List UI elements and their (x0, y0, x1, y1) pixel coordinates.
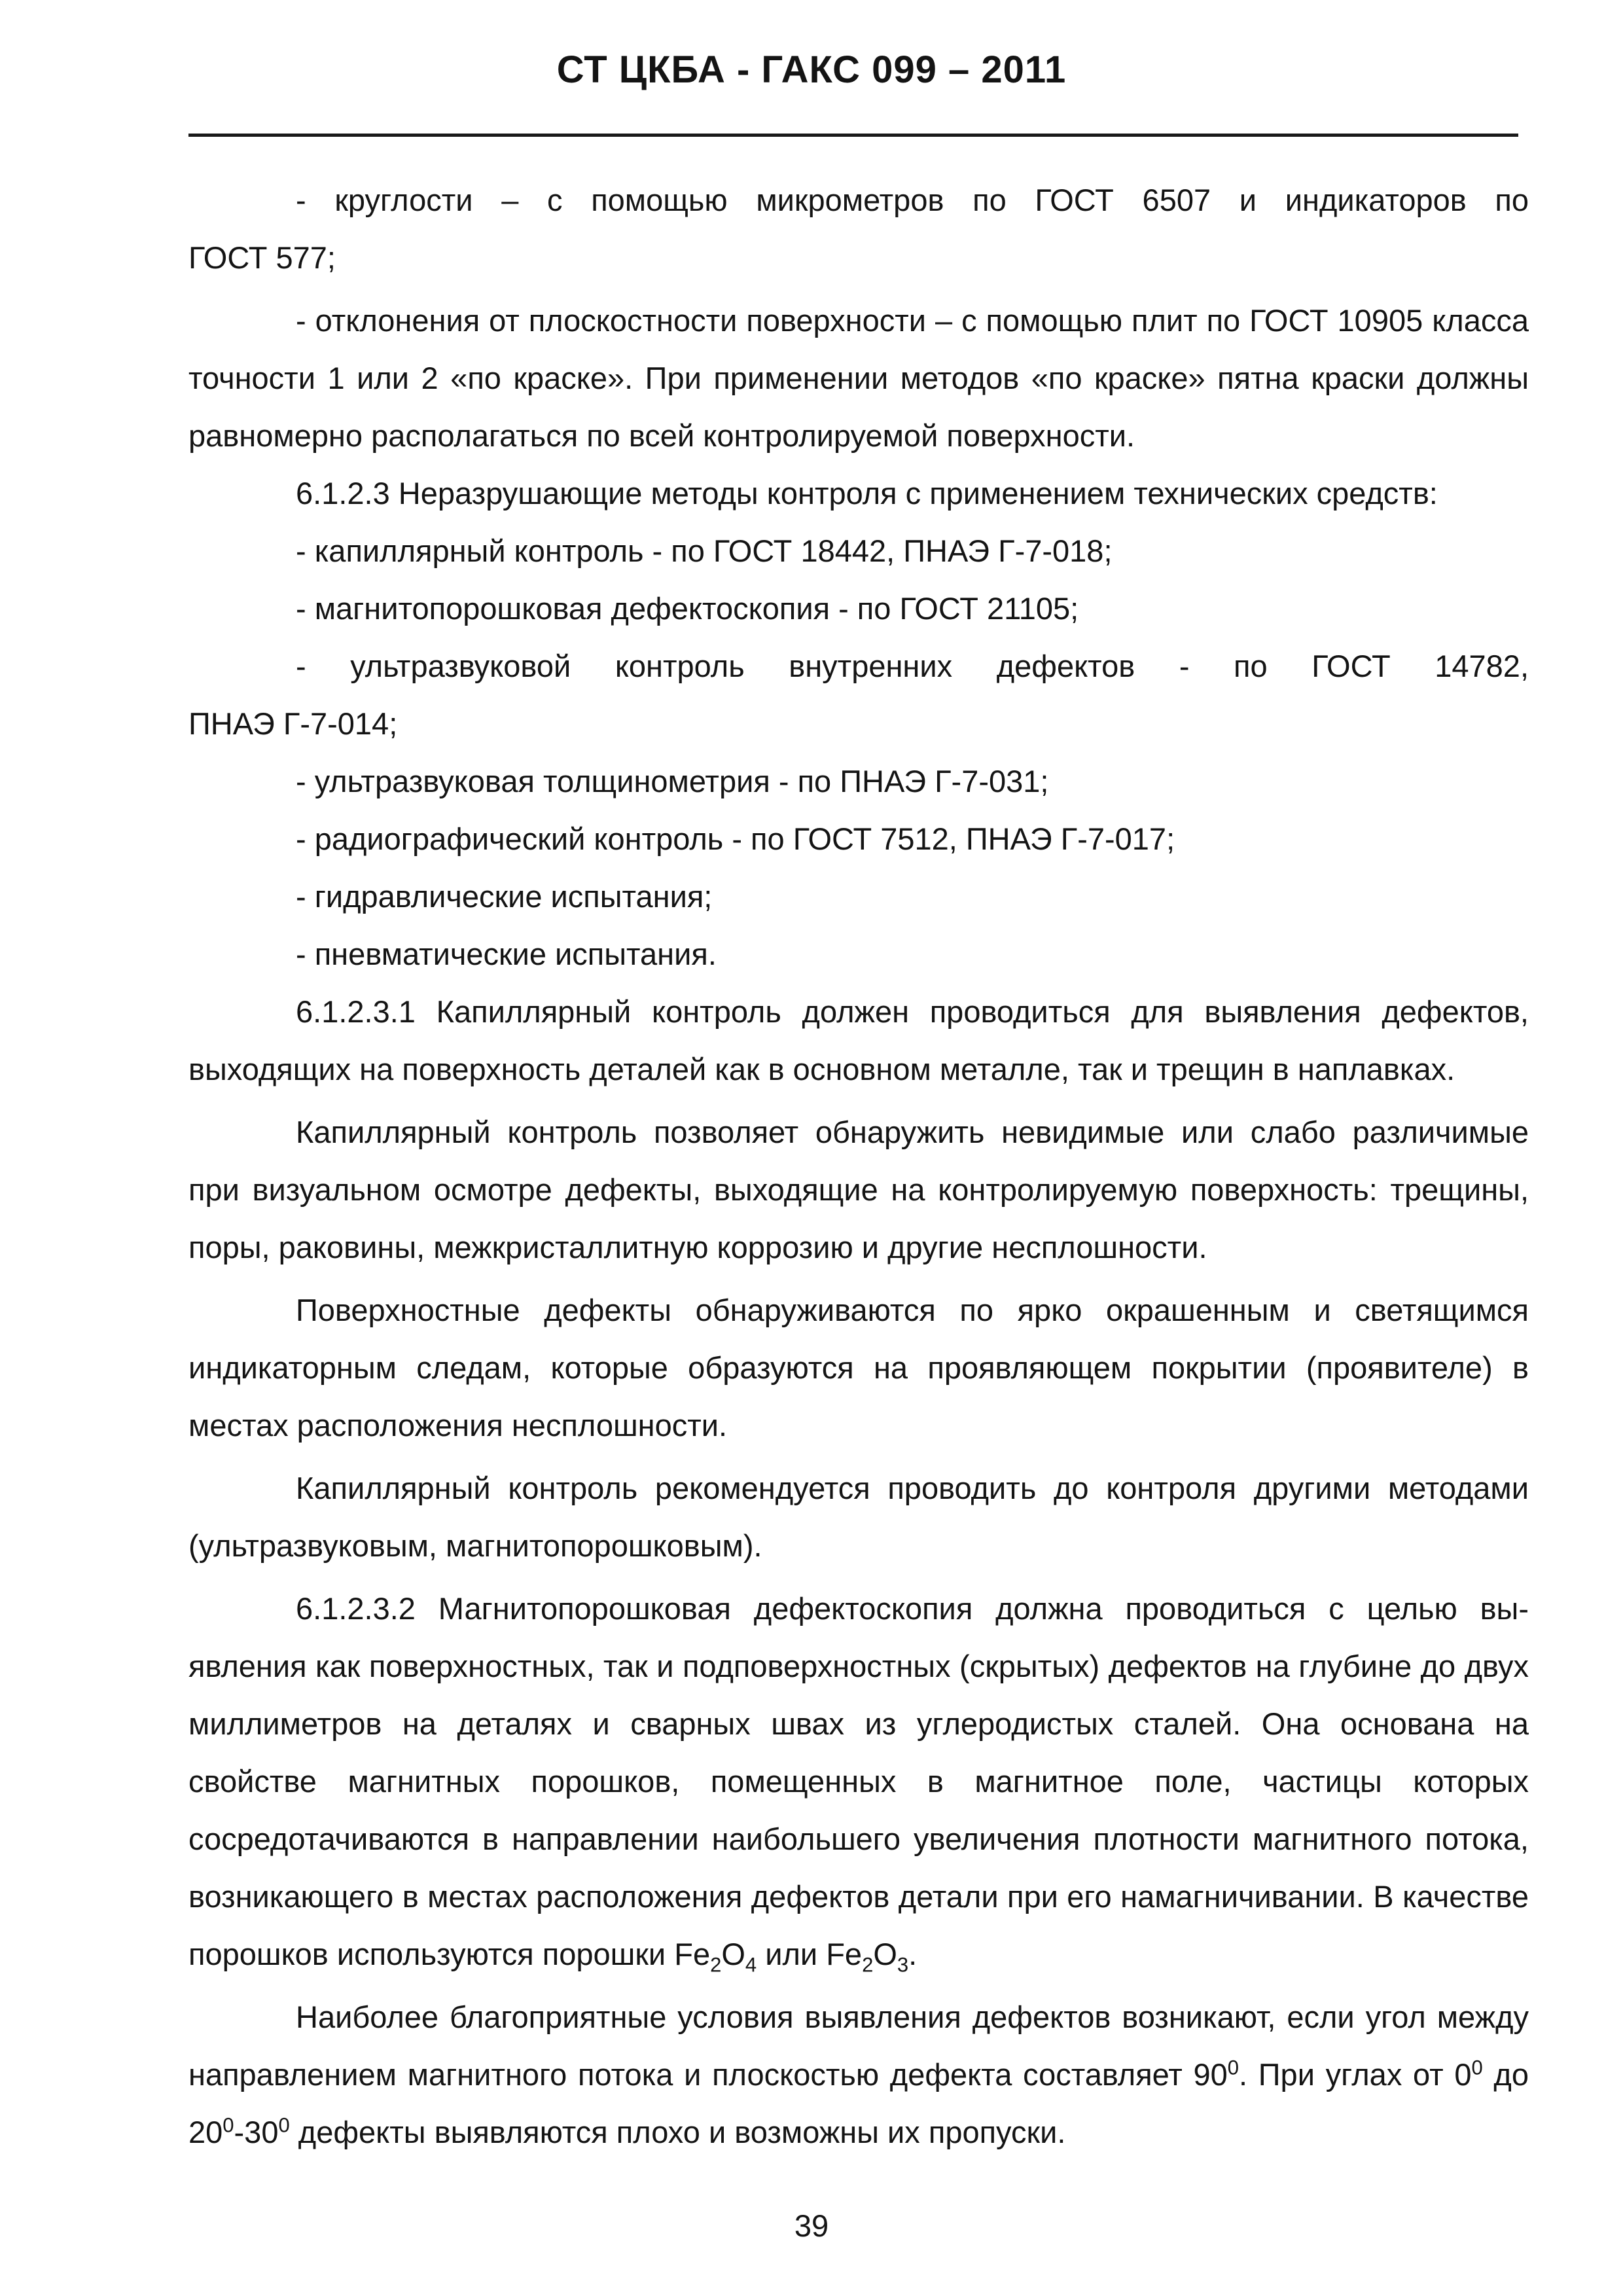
conditions-text: -30 (234, 2115, 279, 2149)
paragraph-section-6-1-2-3-1: 6.1.2.3.1 Капиллярный контроль должен проводиться для выявления дефектов, выходящих на поверхность деталей как в основном металле, так и трещин в наплавках. (188, 994, 1529, 1086)
conditions-text: дефекты выявляются плохо и возможны их пропуски. (289, 2115, 1066, 2149)
page-number: 39 (794, 2208, 829, 2243)
list-item-magnetic-powder: - магнитопорошковая дефектоскопия - по ГОСТ 21105; (296, 591, 1079, 626)
formula-part: или Fe (757, 1937, 863, 1971)
paragraph-section-6-1-2-3: 6.1.2.3 Неразрушающие методы контроля с применением технических средств: (296, 476, 1438, 511)
conditions-text: Наиболее благоприятные условия выявления дефектов возникают, если угол между направлением магнитного потока и плоскостью дефекта составляет 90 (188, 2000, 1529, 2092)
subscript: 2 (862, 1953, 874, 1977)
conditions-text: до 20 (188, 2057, 1529, 2149)
conditions-text: . При углах от 0 (1239, 2057, 1472, 2092)
header-divider (188, 134, 1518, 137)
list-item-capillary: - капиллярный контроль - по ГОСТ 18442, ПНАЭ Г-7-018; (296, 533, 1113, 568)
degree-superscript: 0 (1227, 2056, 1240, 2079)
paragraph-section-6-1-2-3-2 (188, 1580, 1529, 1983)
degree-superscript: 0 (223, 2113, 234, 2137)
list-item-radiographic: - радиографический контроль - по ГОСТ 7512, ПНАЭ Г-7-017; (296, 821, 1175, 856)
list-item-ultrasonic-line1: - ультразвуковой контроль внутренних дефектов - по ГОСТ 14782, (296, 649, 1529, 683)
list-item-ultrasonic-line2: ПНАЭ Г-7-014; (188, 706, 398, 741)
formula-part: O (721, 1937, 745, 1971)
document-header-title: СТ ЦКБА - ГАКС 099 – 2011 (556, 48, 1067, 91)
paragraph-favorable-conditions (188, 1988, 1529, 2161)
paragraph-roundness-line1: - круглости – с помощью микрометров по ГОСТ 6507 и индикаторов по (296, 183, 1529, 217)
paragraph-capillary-detect: Капиллярный контроль позволяет обнаружить невидимые или слабо различимые при визуальном осмотре дефекты, выходящие на контролируемую поверхность: трещины, поры, раковины, межкристаллитную коррозию и другие несплошности. (188, 1115, 1529, 1265)
formula-part: . (908, 1937, 918, 1971)
paragraph-capillary-recommend: Капиллярный контроль рекомендуется проводить до контроля другими методами (ультразвуковым, магнитопорошковым). (188, 1471, 1529, 1563)
paragraph-surface-defects: Поверхностные дефекты обнаруживаются по ярко окрашенным и светящимся индикаторным следам, которые образуются на проявляющем покрытии (проявителе) в местах расположения несплошности. (188, 1293, 1529, 1443)
list-item-thickness: - ультразвуковая толщинометрия - по ПНАЭ Г-7-031; (296, 764, 1049, 798)
subscript: 2 (710, 1953, 722, 1977)
list-item-hydraulic: - гидравлические испытания; (296, 879, 713, 914)
formula-part: O (873, 1937, 897, 1971)
list-item-pneumatic: - пневматические испытания. (296, 937, 717, 971)
subscript: 4 (745, 1953, 757, 1977)
degree-superscript: 0 (278, 2113, 290, 2137)
degree-superscript: 0 (1471, 2056, 1483, 2079)
paragraph-flatness: - отклонения от плоскостности поверхности – с помощью плит по ГОСТ 10905 класса точности 1 или 2 «по краске». При применении методов «по краске» пятна краски должны равномерно располагаться по всей контролируемой поверхности. (188, 303, 1529, 453)
magnetic-text: 6.1.2.3.2 Магнитопорошковая дефектоскопия должна проводиться с целью выявления как поверхностных, так и подповерхностных (скрытых) дефектов на глубине до двух миллиметров на деталях и сварных швах из углеродистых сталей. Она основана на свойстве магнитных порошков, помещенных в магнитное поле, частицы которых сосредотачиваются в направлении наибольшего увеличения плотности магнитного потока, возникающего в местах расположения дефектов детали при его намагничивании. В качестве порошков используются порошки Fe (188, 1591, 1529, 1971)
document-body (188, 171, 1529, 2161)
paragraph-roundness-line2: ГОСТ 577; (188, 240, 336, 275)
subscript: 3 (897, 1953, 909, 1977)
